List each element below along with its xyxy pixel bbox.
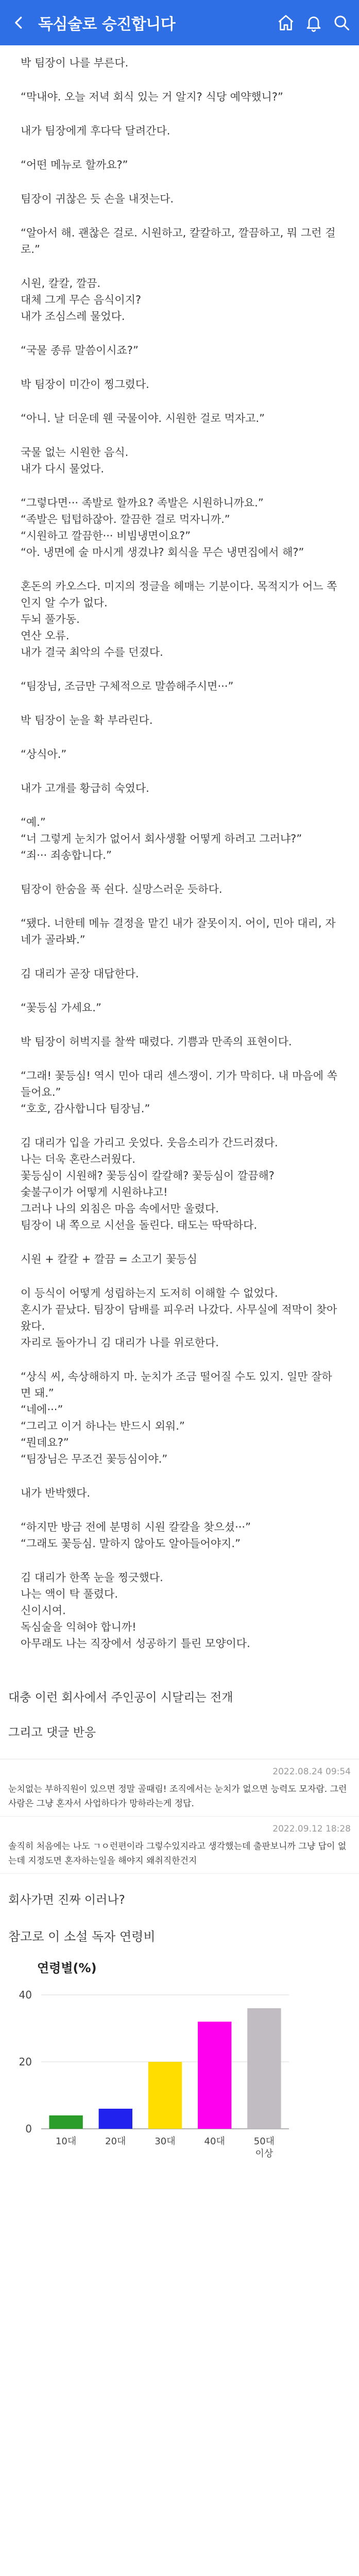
- y-tick-label: 40: [19, 1989, 32, 2001]
- page-title: 독심술로 승진합니다: [38, 15, 176, 33]
- story-paragraph: 혼돈의 카오스다. 미지의 정글을 헤매는 기분이다. 목적지가 어느 쪽인지 알 수가 없다. 두뇌 풀가동. 연산 오류. 내가 결국 최악의 수를 던졌다.: [21, 580, 337, 658]
- story-paragraph: “어떤 메뉴로 할까요?”: [21, 159, 128, 171]
- post-body: [0, 1689, 359, 1741]
- chevron-left-icon: [11, 15, 27, 30]
- x-tick-label: 50대: [253, 2136, 275, 2147]
- story-paragraph: 내가 팀장에게 후다닥 달려간다.: [21, 125, 170, 137]
- x-tick-label: 이상: [255, 2148, 273, 2159]
- comment-date: 2022.08.24 09:54: [272, 1767, 351, 1777]
- story-paragraph: “예.” “너 그렇게 눈치가 없어서 회사생활 어떻게 하려고 그러냐?” “죄··· 죄송합니다.”: [21, 816, 302, 861]
- story-paragraph: 박 팀장이 나를 부른다.: [21, 57, 129, 69]
- story-paragraph: 내가 고개를 황급히 숙였다.: [21, 782, 149, 794]
- story-paragraph: “팀장님, 조금만 구체적으로 말씀해주시면···”: [21, 680, 234, 692]
- story-paragraph: “됐다. 너한테 메뉴 결정을 맡긴 내가 잘못이지. 어이, 민아 대리, 자네가 골라봐.”: [21, 917, 336, 946]
- chart-title: 연령별(%): [37, 1961, 97, 1975]
- summary-line: 대충 이런 회사에서 주인공이 시달리는 전개: [8, 1691, 233, 1704]
- comment-item: [0, 1759, 359, 1817]
- story-paragraph: “국물 종류 말씀이시죠?”: [21, 344, 139, 357]
- bar-2: [99, 2109, 132, 2129]
- story-paragraph: “막내야. 오늘 저녁 회식 있는 거 알지? 식당 예약했니?”: [21, 91, 283, 103]
- story-paragraph: 국물 없는 시원한 음식. 내가 다시 물었다.: [21, 446, 129, 475]
- search-icon[interactable]: [332, 13, 351, 32]
- story-paragraph: 김 대리가 입을 가리고 웃었다. 웃음소리가 간드러졌다. 나는 더욱 혼란스러웠다. 꽃등심이 시원해? 꽃등심이 칼칼해? 꽃등심이 깔끔해? 숯불구이가 어떻게 시원하냐고! 그러나 나의 외침은 마음 속에서만 울렸다. 팀장이 내 쪽으로 시선을 돌린다. 태도는 딱딱하다.: [21, 1137, 278, 1231]
- comment-item: [0, 1817, 359, 1874]
- story-paragraph: 시원, 칼칼, 깔끔. 대체 그게 무슨 음식이지? 내가 조심스레 물었다.: [21, 277, 142, 323]
- story-paragraph: 김 대리가 한쪽 눈을 찡긋했다. 나는 액이 탁 풀렸다. 신이시여. 독심술을 익혀야 합니까! 아무래도 나는 직장에서 성공하기 틀린 모양이다.: [21, 1571, 250, 1650]
- bell-icon[interactable]: [304, 13, 323, 32]
- story-paragraph: 박 팀장이 미간이 찡그렸다.: [21, 378, 149, 391]
- home-icon[interactable]: [277, 13, 295, 32]
- story-paragraph: “아니. 날 더운데 웬 국물이야. 시원한 걸로 먹자고.”: [21, 412, 265, 425]
- story-paragraph: 박 팀장이 눈을 확 부라린다.: [21, 714, 153, 726]
- y-tick-label: 20: [19, 2056, 32, 2068]
- bar-5: [247, 2008, 281, 2129]
- bar-1: [49, 2115, 82, 2129]
- x-tick-label: 40대: [204, 2136, 225, 2147]
- story-paragraph: “알아서 해. 괜찮은 걸로. 시원하고, 칼칼하고, 깔끔하고, 뭐 그런 걸로.”: [21, 227, 336, 256]
- age-bar-chart: [8, 1954, 297, 2160]
- story-paragraph: “상식아.”: [21, 748, 67, 760]
- comment-date: 2022.09.12 18:28: [272, 1824, 351, 1834]
- story-paragraph: 박 팀장이 허벅지를 찰싹 때렸다. 기쁨과 만족의 표현이다.: [21, 1036, 292, 1048]
- bar-4: [198, 2022, 231, 2129]
- story-paragraph: “상식 씨, 속상해하지 마. 눈치가 조금 떨어질 수도 있지. 일만 잘하면 돼.” “네에···” “그리고 이거 하나는 반드시 외워.” “뭔데요?” “팀장님은 무조건 꽃등심이야.”: [21, 1370, 332, 1465]
- age-chart-container: [0, 1954, 359, 2162]
- x-tick-label: 10대: [55, 2136, 77, 2147]
- story-paragraph: 내가 반박했다.: [21, 1487, 91, 1499]
- story-paragraph: 이 등식이 어떻게 성립하는지 도저히 이해할 수 없었다. 혼시가 끝났다. 팀장이 담배를 피우러 나갔다. 사무실에 적막이 찾아왔다. 자리로 돌아가니 김 대리가 나를 위로한다.: [21, 1287, 337, 1349]
- header-actions: [277, 0, 351, 45]
- comment-list: [0, 1759, 359, 1874]
- comment-text: 솔직히 처음에는 나도 ㄱㅇ런편이라 그렇수있지라고 생각했는데 출판보니까 그냥 답이 없는데 지정도면 혼자하는일을 해야지 왜취직한건지: [8, 1841, 347, 1866]
- story-paragraph: “그래! 꽃등심! 역시 민아 대리 센스쟁이. 기가 막히다. 내 마음에 쏙 들어요.” “호호, 감사합니다 팀장님.”: [21, 1070, 337, 1115]
- bar-3: [148, 2062, 182, 2129]
- x-tick-label: 30대: [155, 2136, 176, 2147]
- post-body-end: [0, 1891, 359, 1909]
- story-paragraph: “그렇다면··· 족발로 할까요? 족발은 시원하니까요.” “족발은 텁텁하잖아. 깔끔한 걸로 먹자니까.” “시원하고 깔끔한··· 비빔냉면이요?” “아. 냉면에 술 마시게 생겼냐? 회식을 무슨 냉면집에서 해?”: [21, 497, 304, 558]
- story-paragraph: 시원 + 칼칼 + 깔끔 = 소고기 꽃등심: [21, 1253, 197, 1265]
- y-tick-label: 0: [25, 2123, 32, 2135]
- story-body: [0, 45, 359, 1680]
- back-button[interactable]: [0, 0, 38, 45]
- comment-text: 눈치없는 부하직원이 있으면 정말 골때림! 조직에서는 눈치가 없으면 능력도 모자람. 그런 사람은 그냥 혼자서 사업하다가 망하라는게 정답.: [8, 1784, 347, 1809]
- story-paragraph: 김 대리가 곧장 대답한다.: [21, 968, 139, 980]
- chart-heading: 참고로 이 소설 독자 연령비: [8, 1929, 156, 1944]
- story-paragraph: “꽃등심 가세요.”: [21, 1002, 101, 1014]
- app-header: [0, 0, 359, 45]
- x-tick-label: 20대: [105, 2136, 126, 2147]
- question-line: 회사가면 진짜 이러나?: [8, 1893, 125, 1907]
- story-paragraph: “하지만 방금 전에 분명히 시원 칼칼을 찾으셨···” “그래도 꽃등심. 말하지 않아도 알아들어야지.”: [21, 1521, 251, 1550]
- story-paragraph: 팀장이 귀찮은 듯 손을 내젓는다.: [21, 193, 174, 205]
- story-paragraph: 팀장이 한숨을 푹 쉰다. 실망스러운 듯하다.: [21, 883, 223, 895]
- comments-intro: 그리고 댓글 반응: [8, 1726, 96, 1739]
